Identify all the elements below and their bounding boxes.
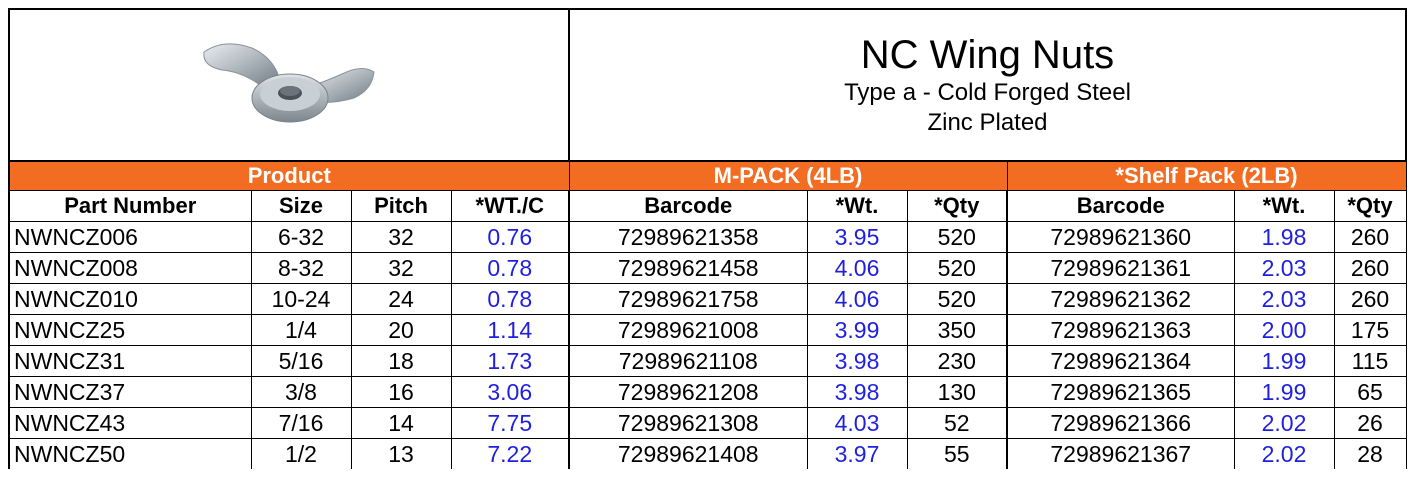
- col-shelf-wt: *Wt.: [1234, 191, 1334, 222]
- size-cell: 8-32: [251, 253, 351, 284]
- mpack-wt-cell: 3.99: [807, 315, 907, 346]
- part-number-cell: NWNCZ31: [9, 346, 251, 377]
- shelf-barcode-cell: 72989621361: [1007, 253, 1234, 284]
- col-shelf-qty: *Qty: [1334, 191, 1406, 222]
- pitch-cell: 14: [351, 408, 451, 439]
- pitch-cell: 24: [351, 284, 451, 315]
- table-row: [9, 377, 1406, 408]
- shelf-barcode-cell: 72989621367: [1007, 439, 1234, 470]
- shelf-wt-cell: 1.98: [1234, 222, 1334, 253]
- size-cell: 3/8: [251, 377, 351, 408]
- mpack-qty-cell: 130: [907, 377, 1007, 408]
- mpack-wt-cell: 3.98: [807, 346, 907, 377]
- col-pitch: Pitch: [351, 191, 451, 222]
- mpack-qty-cell: 55: [907, 439, 1007, 470]
- shelf-barcode-cell: 72989621360: [1007, 222, 1234, 253]
- mpack-wt-cell: 3.98: [807, 377, 907, 408]
- col-shelf-barcode: Barcode: [1007, 191, 1234, 222]
- shelf-wt-cell: 2.03: [1234, 284, 1334, 315]
- mpack-qty-cell: 520: [907, 222, 1007, 253]
- wing-nut-image: [194, 30, 384, 140]
- shelf-wt-cell: 1.99: [1234, 377, 1334, 408]
- table-row: [9, 408, 1406, 439]
- pitch-cell: 32: [351, 253, 451, 284]
- wt-per-c-cell: 3.06: [451, 377, 569, 408]
- size-cell: 1/4: [251, 315, 351, 346]
- col-mpack-qty: *Qty: [907, 191, 1007, 222]
- shelf-wt-cell: 1.99: [1234, 346, 1334, 377]
- shelf-qty-cell: 65: [1334, 377, 1406, 408]
- group-mpack: M-PACK (4LB): [569, 161, 1007, 191]
- table-row: [9, 315, 1406, 346]
- size-cell: 5/16: [251, 346, 351, 377]
- col-size: Size: [251, 191, 351, 222]
- table-row: [9, 253, 1406, 284]
- part-number-cell: NWNCZ37: [9, 377, 251, 408]
- shelf-qty-cell: 175: [1334, 315, 1406, 346]
- table-row: [9, 284, 1406, 315]
- table-row: [9, 222, 1406, 253]
- shelf-wt-cell: 2.00: [1234, 315, 1334, 346]
- part-number-cell: NWNCZ25: [9, 315, 251, 346]
- size-cell: 6-32: [251, 222, 351, 253]
- shelf-barcode-cell: 72989621363: [1007, 315, 1234, 346]
- col-mpack-barcode: Barcode: [569, 191, 807, 222]
- mpack-qty-cell: 230: [907, 346, 1007, 377]
- part-number-cell: NWNCZ010: [9, 284, 251, 315]
- pitch-cell: 20: [351, 315, 451, 346]
- mpack-qty-cell: 520: [907, 284, 1007, 315]
- shelf-qty-cell: 260: [1334, 222, 1406, 253]
- group-shelf-pack: *Shelf Pack (2LB): [1007, 161, 1406, 191]
- shelf-qty-cell: 26: [1334, 408, 1406, 439]
- mpack-barcode-cell: 72989621108: [569, 346, 807, 377]
- wt-per-c-cell: 1.73: [451, 346, 569, 377]
- part-number-cell: NWNCZ50: [9, 439, 251, 470]
- shelf-barcode-cell: 72989621365: [1007, 377, 1234, 408]
- subtitle-type: Type a - Cold Forged Steel: [844, 79, 1131, 106]
- pitch-cell: 13: [351, 439, 451, 470]
- shelf-wt-cell: 2.02: [1234, 408, 1334, 439]
- table-row: [9, 439, 1406, 470]
- product-image-cell: [9, 9, 569, 161]
- shelf-barcode-cell: 72989621364: [1007, 346, 1234, 377]
- mpack-qty-cell: 52: [907, 408, 1007, 439]
- column-header-row: [9, 191, 1406, 222]
- wt-per-c-cell: 0.76: [451, 222, 569, 253]
- wt-per-c-cell: 0.78: [451, 253, 569, 284]
- pitch-cell: 32: [351, 222, 451, 253]
- table-row: [9, 346, 1406, 377]
- mpack-wt-cell: 4.06: [807, 253, 907, 284]
- mpack-barcode-cell: 72989621358: [569, 222, 807, 253]
- wt-per-c-cell: 7.75: [451, 408, 569, 439]
- table-body: [9, 222, 1406, 470]
- mpack-barcode-cell: 72989621458: [569, 253, 807, 284]
- title-block: [569, 9, 1406, 161]
- col-wt-per-c: *WT./C: [451, 191, 569, 222]
- mpack-wt-cell: 4.06: [807, 284, 907, 315]
- mpack-qty-cell: 350: [907, 315, 1007, 346]
- mpack-barcode-cell: 72989621408: [569, 439, 807, 470]
- wt-per-c-cell: 7.22: [451, 439, 569, 470]
- shelf-qty-cell: 115: [1334, 346, 1406, 377]
- subtitle-finish: Zinc Plated: [927, 109, 1048, 136]
- shelf-qty-cell: 260: [1334, 253, 1406, 284]
- mpack-barcode-cell: 72989621758: [569, 284, 807, 315]
- shelf-wt-cell: 2.03: [1234, 253, 1334, 284]
- part-number-cell: NWNCZ008: [9, 253, 251, 284]
- part-number-cell: NWNCZ006: [9, 222, 251, 253]
- shelf-barcode-cell: 72989621366: [1007, 408, 1234, 439]
- shelf-wt-cell: 2.02: [1234, 439, 1334, 470]
- mpack-wt-cell: 4.03: [807, 408, 907, 439]
- group-product: Product: [9, 161, 569, 191]
- product-table: [8, 8, 1407, 469]
- shelf-qty-cell: 260: [1334, 284, 1406, 315]
- size-cell: 7/16: [251, 408, 351, 439]
- col-part-number: Part Number: [9, 191, 251, 222]
- mpack-wt-cell: 3.97: [807, 439, 907, 470]
- wt-per-c-cell: 0.78: [451, 284, 569, 315]
- shelf-barcode-cell: 72989621362: [1007, 284, 1234, 315]
- pitch-cell: 16: [351, 377, 451, 408]
- mpack-barcode-cell: 72989621008: [569, 315, 807, 346]
- wt-per-c-cell: 1.14: [451, 315, 569, 346]
- size-cell: 10-24: [251, 284, 351, 315]
- page-title: NC Wing Nuts: [860, 33, 1115, 77]
- mpack-barcode-cell: 72989621308: [569, 408, 807, 439]
- mpack-wt-cell: 3.95: [807, 222, 907, 253]
- col-mpack-wt: *Wt.: [807, 191, 907, 222]
- mpack-barcode-cell: 72989621208: [569, 377, 807, 408]
- size-cell: 1/2: [251, 439, 351, 470]
- part-number-cell: NWNCZ43: [9, 408, 251, 439]
- shelf-qty-cell: 28: [1334, 439, 1406, 470]
- pitch-cell: 18: [351, 346, 451, 377]
- mpack-qty-cell: 520: [907, 253, 1007, 284]
